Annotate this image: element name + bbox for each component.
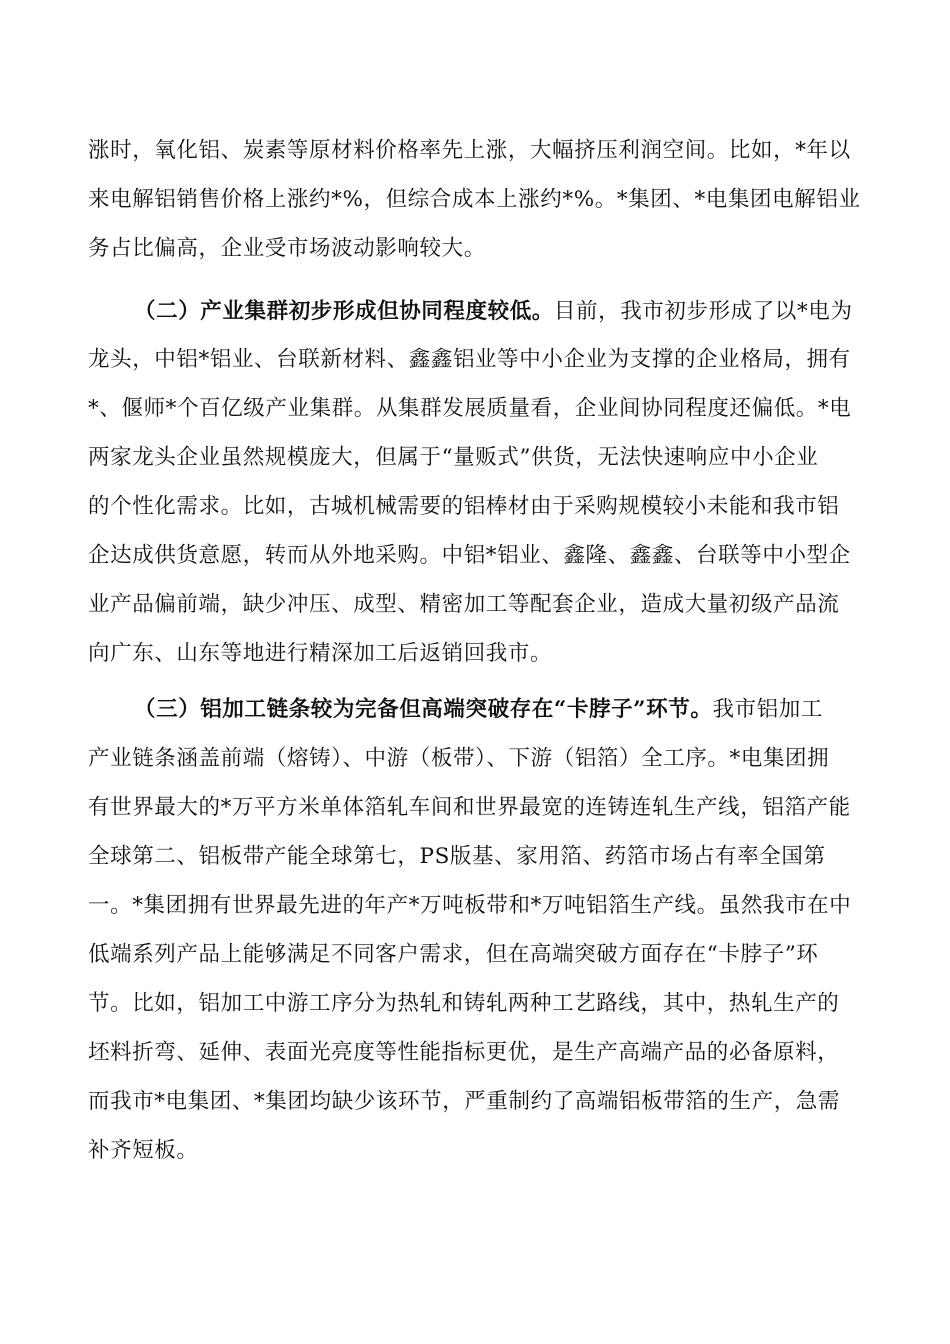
paragraph-line: 两家龙头企业虽然规模庞大，但属于“量贩式”供货，无法快速响应中小企业 [88,445,819,470]
paragraph-line: 的个性化需求。比如，古城机械需要的铝棒材由于采购规模较小未能和我市铝 [88,494,840,519]
paragraph-line: 业产品偏前端，缺少冲压、成型、精密加工等配套企业，造成大量初级产品流 [88,592,840,617]
section-3-heading: （三）铝加工链条较为完备但高端突破存在“卡脖子”环节。 [134,697,713,722]
paragraph-line: 全球第二、铝板带产能全球第七，PS版基、家用箔、药箔市场占有率全国第 [88,844,826,869]
paragraph-line: 涨时，氧化铝、炭素等原材料价格率先上涨，大幅挤压利润空间。比如，*年以 [88,138,851,163]
paragraph-line: 龙头，中铝*铝业、台联新材料、鑫鑫铝业等中小企业为支撑的企业格局，拥有 [88,347,851,372]
paragraph-line: 节。比如，铝加工中游工序分为热轧和铸轧两种工艺路线，其中，热轧生产的 [88,991,840,1016]
paragraph-line: 企达成供货意愿，转而从外地采购。中铝*铝业、鑫隆、鑫鑫、台联等中小型企 [88,543,851,568]
section-2-intro-text: 目前，我市初步形成了以*电为 [553,299,853,324]
section-2-heading: （二）产业集群初步形成但协同程度较低。 [134,299,554,324]
paragraph-line: 坯料折弯、延伸、表面光亮度等性能指标更优，是生产高端产品的必备原料， [88,1040,840,1065]
paragraph-line: 低端系列产品上能够满足不同客户需求，但在高端突破方面存在“卡脖子”环 [88,942,819,967]
section-3-first-line [134,690,868,730]
paragraph-line: 产业链条涵盖前端（熔铸）、中游（板带）、下游（铝箔）全工序。*电集团拥 [88,746,830,771]
section-2-first-line [134,292,868,332]
paragraph-line: 补齐短板。 [88,1138,199,1163]
paragraph-line: *、偃师*个百亿级产业集群。从集群发展质量看，企业间协同程度还偏低。*电 [88,396,852,421]
paragraph-line: 有世界最大的*万平方米单体箔轧车间和世界最宽的连铸连轧生产线，铝箔产能 [88,795,851,820]
paragraph-line: 一。*集团拥有世界最先进的年产*万吨板带和*万吨铝箔生产线。虽然我市在中 [88,893,852,918]
paragraph-line: 务占比偏高，企业受市场波动影响较大。 [88,236,486,261]
paragraph-line: 向广东、山东等地进行精深加工后返销回我市。 [88,641,553,666]
section-3-intro-text: 我市铝加工 [712,697,823,722]
paragraph-line: 而我市*电集团、*集团均缺少该环节，严重制约了高端铝板带箔的生产，急需 [88,1089,841,1114]
paragraph-line: 来电解铝销售价格上涨约*%，但综合成本上涨约*%。*集团、*电集团电解铝业 [88,187,861,212]
